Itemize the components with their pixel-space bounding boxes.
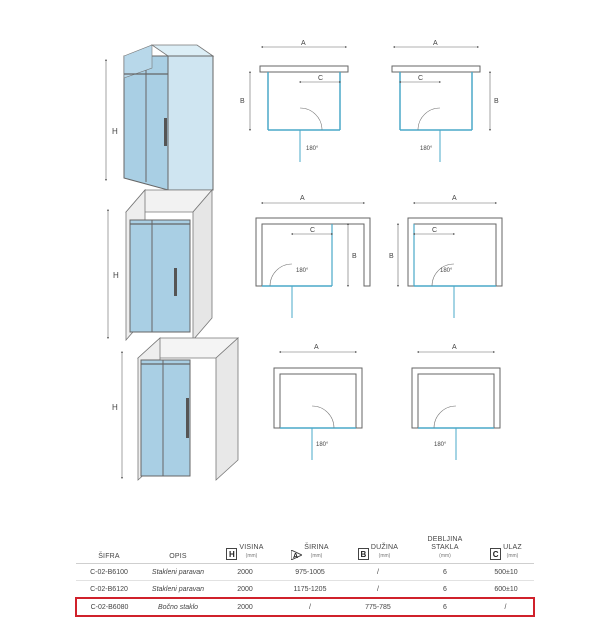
floor-plan-1-left	[240, 40, 348, 162]
svg-text:A: A	[293, 553, 299, 560]
entry-label: C	[418, 75, 424, 82]
height-label: H	[112, 403, 118, 412]
cell-duzina: /	[344, 581, 412, 599]
cell-sifra: C-02-B6080	[76, 598, 142, 616]
width-label: A	[452, 344, 457, 351]
column-header-visina: H VISINA (mm)	[214, 534, 276, 564]
cell-duzina: /	[344, 564, 412, 581]
cell-debljina: 6	[412, 598, 478, 616]
width-symbol-icon	[291, 550, 302, 560]
entry-symbol-icon: C	[490, 548, 501, 560]
depth-label: B	[389, 253, 394, 260]
cell-ulaz: 600±10	[478, 581, 534, 599]
height-symbol-icon: H	[226, 548, 237, 560]
cell-visina: 2000	[214, 598, 276, 616]
cell-opis: Stakleni paravan	[142, 581, 214, 599]
column-header-sirina: A ŠIRINA (mm)	[276, 534, 344, 564]
floor-plan-2-left	[256, 195, 370, 318]
floor-plan-3-left	[274, 344, 362, 460]
angle-label: 180°	[434, 442, 447, 448]
cell-sirina: /	[276, 598, 344, 616]
angle-label: 180°	[296, 268, 309, 274]
entry-label: C	[432, 227, 438, 234]
depth-label: B	[494, 98, 499, 105]
entry-label: C	[310, 227, 316, 234]
angle-label: 180°	[306, 146, 319, 152]
entry-label: C	[318, 75, 324, 82]
cell-visina: 2000	[214, 581, 276, 599]
cell-ulaz: 500±10	[478, 564, 534, 581]
width-label: A	[301, 40, 306, 47]
depth-label: B	[240, 98, 245, 105]
enclosure-3d-view-3	[112, 338, 238, 480]
cell-sifra: C-02-B6100	[76, 564, 142, 581]
cell-opis: Stakleni paravan	[142, 564, 214, 581]
angle-label: 180°	[420, 146, 433, 152]
table-row	[76, 564, 534, 581]
table-row	[76, 581, 534, 599]
cell-sirina: 975-1005	[276, 564, 344, 581]
width-label: A	[452, 195, 457, 202]
enclosure-3d-view-2	[108, 190, 212, 340]
column-header-ulaz: C ULAZ (mm)	[478, 534, 534, 564]
cell-visina: 2000	[214, 564, 276, 581]
width-label: A	[300, 195, 305, 202]
cell-debljina: 6	[412, 564, 478, 581]
depth-symbol-icon: B	[358, 548, 369, 560]
width-label: A	[314, 344, 319, 351]
column-header-opis: OPIS	[142, 534, 214, 564]
cell-sifra: C-02-B6120	[76, 581, 142, 599]
column-header-debljina: DEBLJINA STAKLA (mm)	[412, 534, 478, 564]
cell-ulaz: /	[478, 598, 534, 616]
floor-plan-2-right	[389, 195, 502, 318]
floor-plan-1-right	[392, 40, 499, 162]
depth-label: B	[352, 253, 357, 260]
column-header-sifra: ŠIFRA	[76, 534, 142, 564]
enclosure-3d-view-1	[106, 45, 213, 190]
cell-duzina: 775-785	[344, 598, 412, 616]
angle-label: 180°	[316, 442, 329, 448]
table-header-row	[76, 534, 534, 564]
floor-plan-3-right	[412, 344, 500, 460]
angle-label: 180°	[440, 268, 453, 274]
column-header-duzina: B DUŽINA (mm)	[344, 534, 412, 564]
width-label: A	[433, 40, 438, 47]
cell-opis: Bočno staklo	[142, 598, 214, 616]
height-label: H	[112, 127, 118, 136]
table-row-highlighted	[76, 598, 534, 616]
cell-sirina: 1175-1205	[276, 581, 344, 599]
cell-debljina: 6	[412, 581, 478, 599]
height-label: H	[113, 271, 119, 280]
specification-table	[75, 534, 535, 617]
